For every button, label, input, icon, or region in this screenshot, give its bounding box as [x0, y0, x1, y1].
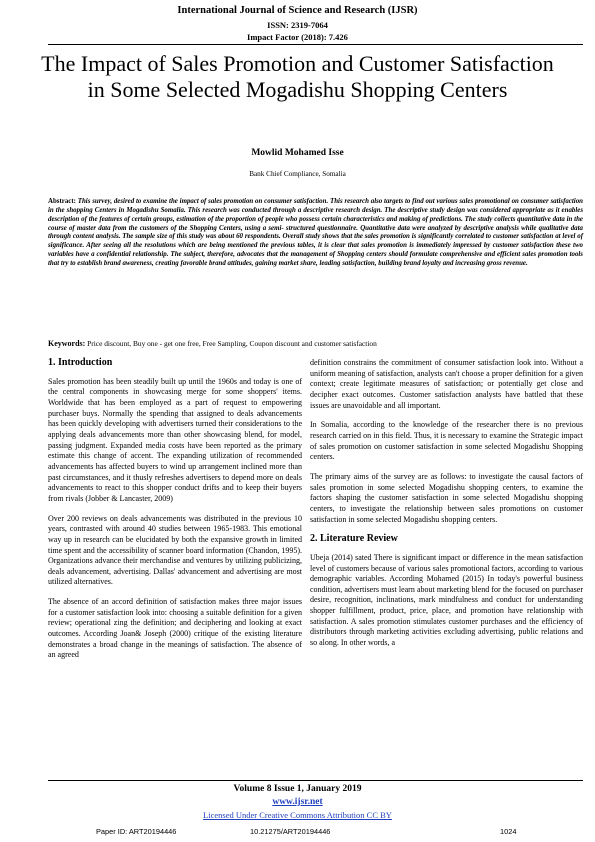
paragraph: Over 200 reviews on deals advancements was distributed in the previous 10 years, contrasted with around 40 studies between 1965-1983. This emotional way up in research can be elucidated by both the expansive growth in limited time spent and the accessibility of scanner board information (Chandon, 1995). Organizations advance their merchandise and ventures by utilizing publicizing, deals advancement, advertising. Dallas' advancement and advertising are most utilized alternatives. [48, 513, 302, 587]
paper-id: Paper ID: ART20194446 [96, 827, 177, 836]
paragraph: Ubeja (2014) sated There is significant impact or difference in the mean satisfaction level of customers because of various sales promotional factors, according to various demographic variables. According Mohamed (2015) In today's powerful business condition, advertisers must learn about marketing blend for the focused on purchaser desire, recognition, inclinations, mark mindfulness and conduct for understanding shopper fulfillment, product, price, place, and promotion have relationship with satisfaction. A sales promotion stimulates customer purchases and the efficiency of distributors through marketing activities excluding advertising, public relations and so along. In other words, a [310, 552, 583, 648]
journal-name: International Journal of Science and Research (IJSR) [177, 5, 418, 16]
paper-title: The Impact of Sales Promotion and Customer Satisfaction in Some Selected Mogadishu Shopping Centers [41, 51, 554, 102]
paragraph: In Somalia, according to the knowledge of the researcher there is no previous research carried on in this field. Thus, it is necessary to examine the Strategic impact of sales promotion on customer satisfaction in some selected Mogadishu Shopping centers. [310, 420, 583, 462]
keywords-text: Price discount, Buy one - get one free, Free Sampling, Coupon discount and customer satisfaction [85, 339, 377, 348]
license-link[interactable]: Licensed Under Creative Commons Attribution CC BY [203, 810, 392, 820]
keywords [48, 339, 583, 348]
author-name: Mowlid Mohamed Isse [251, 148, 344, 158]
left-column [48, 358, 302, 670]
paragraph: The absence of an accord definition of satisfaction makes three major issues for a customer satisfaction look into: choosing a suitable definition for a given review; operational zing the definition; and deciphering and looking at exact outcomes. According Joan& Joseph (2000) critique of the existing literature demonstrates a broad change in the meanings of satisfaction. The absence of an agreed [48, 597, 302, 660]
section-heading-introduction: 1. Introduction [48, 357, 113, 368]
right-column [310, 358, 583, 658]
footer-rule [48, 780, 583, 781]
author-affiliation: Bank Chief Compliance, Somalia [249, 170, 346, 178]
volume-issue: Volume 8 Issue 1, January 2019 [233, 784, 362, 794]
paragraph: definition constrains the commitment of consumer satisfaction look into. Without a uniform meaning of satisfaction, analysts can't choose a proper definition for a given context; create legitimate measures of satisfaction; or potentially get close and decipher exact outcomes. Customer satisfaction analysts have battled that these issues are unavoidable and all important. [310, 358, 583, 410]
abstract-text: This survey, desired to examine the impact of sales promotion on consumer satisfaction. This research also targets to find out various sales promotional on consumer satisfaction in the shopping Centers in Mogadishu Somalia. This research was conducted through a descriptive research design. The descriptive study design was considered appropriate as it enables description of the features of certain groups, estimation of the proportion of people who possess certain characteristics and making of predictions. The study collects quantitative data in the course of master data from the customers of the Shopping Centers, using a semi- structured questionnaire. Quantitative data were analyzed by descriptive analysis while qualitative data through content analysis. The sample size of this study was about 60 respondents. Overall study shows that the sales promotion is significantly correlated to customer satisfaction at level of significance. After seeing all the resolutions which are being mentioned the previous tables, it is clear that sales promotion is immediately impressed by customer satisfaction these two variables have a confidential relationship. The subject, therefore, advocates that the management of Shopping centers should formulate comprehensive and efficient sales promotion tools that try to establish brand awareness, creating favorable brand attitudes, gaining market share, leading satisfaction, building brand loyalty and increasing gross revenue. [48, 198, 583, 267]
paragraph: Sales promotion has been steadily built up until the 1960s and today is one of the central components in showcasing merge for some shoppers' items. Worldwide that has been employed as a part of request to empowering purchaser buys. Normally the spending that assigned to deals advancements has been quickly developing with advertisers turned their considerations to the applying deals advancements more than other showcasing blend, for model, passing judgment. Expanded media costs have been reported as the primary estimate this change of accent. The expanding utilization of recommended advancements has affected buyers to wind up arrangement inclined more than past circumstances, and it thusly refreshes advertisers to depend more on deals advancements to react to this shopper conduct drifts and to keep their buyers from rivals (Jobber & Lancaster, 2009) [48, 376, 302, 503]
impact-factor: Impact Factor (2018): 7.426 [247, 32, 348, 42]
abstract-label: Abstract: [48, 198, 76, 205]
section-heading-literature-review: 2. Literature Review [310, 533, 398, 545]
header-rule [48, 44, 583, 45]
abstract [48, 198, 583, 269]
keywords-label: Keywords: [48, 339, 86, 348]
journal-website-link[interactable]: www.ijsr.net [272, 797, 323, 807]
paragraph: The primary aims of the survey are as follows: to investigate the causal factors of sales promotion in some selected Mogadishu shopping centers, to examine the factors shaping the customer satisfaction in some selected Mogadishu shopping centers, to investigate the relationship between sales promotions on customer satisfaction in some selected Mogadishu shopping centers. [310, 471, 583, 524]
issn: ISSN: 2319-7064 [267, 20, 328, 30]
page-number: 1024 [500, 827, 517, 836]
doi: 10.21275/ART20194446 [250, 827, 331, 836]
